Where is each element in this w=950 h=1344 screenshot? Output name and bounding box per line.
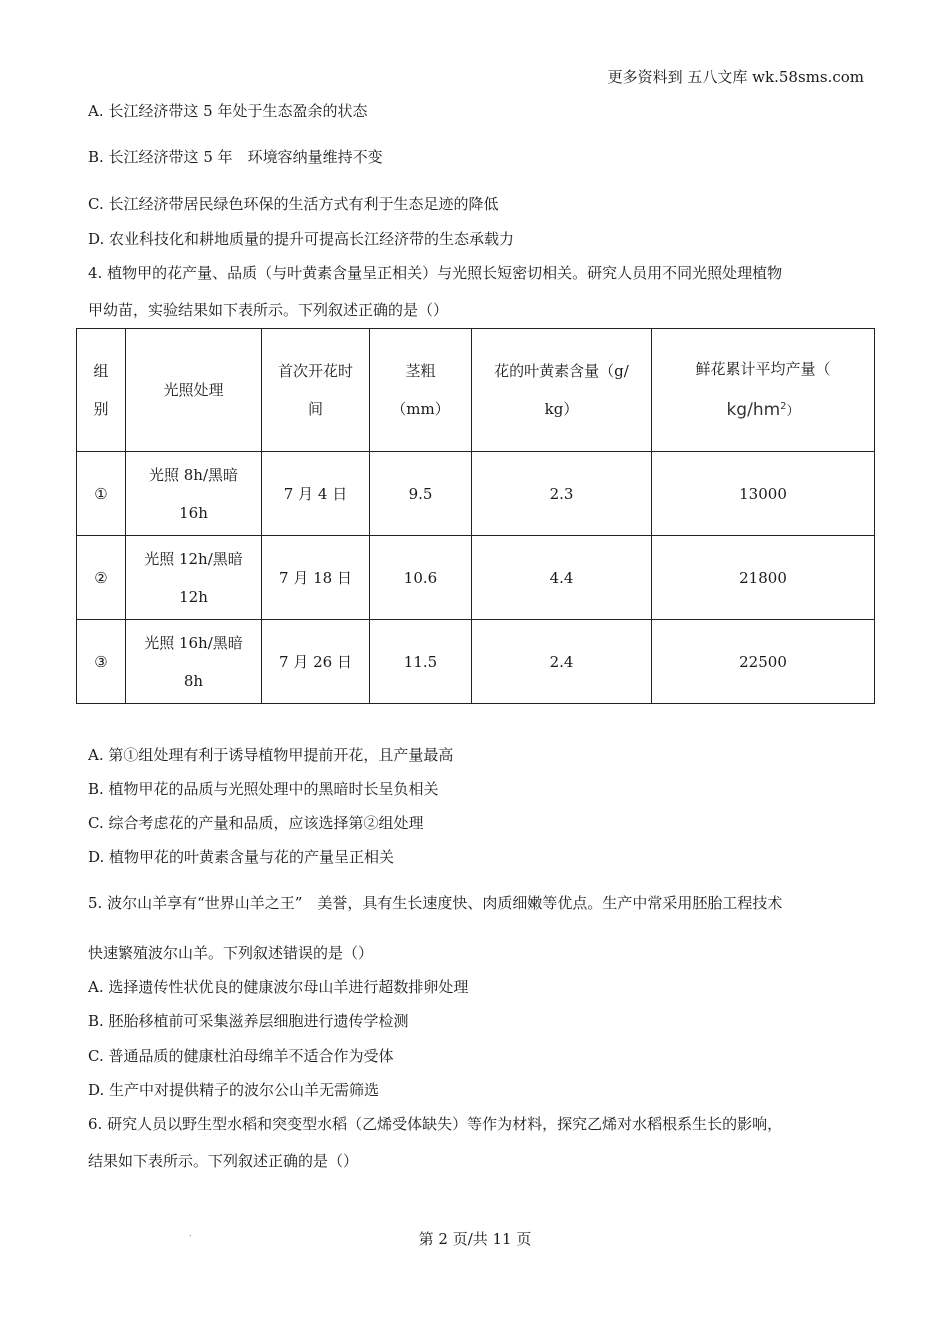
- q4-data-table: [76, 328, 875, 704]
- cell-group: ①: [77, 452, 126, 536]
- page-header-source: 更多资料到 五八文库 wk.58sms.com: [607, 68, 864, 86]
- cell-stem: 10.6: [370, 536, 472, 620]
- header-light-text: 光照处理: [163, 381, 224, 399]
- header-flower-line2: 间: [307, 400, 323, 418]
- header-first-flower: [262, 329, 370, 452]
- header-stem-line2: （mm）: [391, 400, 450, 418]
- header-yield-line1: 鲜花累计平均产量（: [695, 359, 831, 378]
- table-header-row: [77, 329, 875, 452]
- q6-stem-line2: 结果如下表所示。下列叙述正确的是（）: [88, 1152, 359, 1170]
- q4-stem-line2: 甲幼苗，实验结果如下表所示。下列叙述正确的是（）: [88, 301, 449, 319]
- header-lutein-line1: 花的叶黄素含量（g/: [494, 362, 629, 380]
- q5-option-a: A. 选择遗传性状优良的健康波尔母山羊进行超数排卵处理: [88, 978, 469, 996]
- q3-option-b: B. 长江经济带这 5 年 环境容纳量维持不变: [88, 148, 383, 166]
- header-group-line2: 别: [93, 400, 109, 418]
- cell-group: ③: [77, 620, 126, 704]
- q3-option-a: A. 长江经济带这 5 年处于生态盈余的状态: [88, 102, 368, 120]
- cell-stem: 9.5: [370, 452, 472, 536]
- yield-unit-text: kg/hm: [726, 399, 781, 420]
- cell-light-line1: 光照 8h/黑暗: [148, 465, 239, 484]
- header-stem-line1: 茎粗: [405, 362, 436, 380]
- cell-date: 7 月 4 日: [262, 452, 370, 536]
- cell-group: ②: [77, 536, 126, 620]
- cell-light: [126, 620, 262, 704]
- footer-dot: .: [189, 1229, 192, 1238]
- cell-light-line2: 8h: [183, 671, 204, 690]
- cell-light: [126, 536, 262, 620]
- page-footer: 第 2 页/共 11 页: [418, 1230, 532, 1248]
- q4-option-b: B. 植物甲花的品质与光照处理中的黑暗时长呈负相关: [88, 780, 439, 798]
- cell-lutein: 4.4: [472, 536, 652, 620]
- cell-yield: 22500: [652, 620, 875, 704]
- cell-light-line1: 光照 16h/黑暗: [144, 633, 243, 652]
- header-light: [126, 329, 262, 452]
- q3-option-d: D. 农业科技化和耕地质量的提升可提高长江经济带的生态承载力: [88, 230, 515, 248]
- cell-light-line2: 16h: [179, 503, 208, 522]
- header-yield-unit: [656, 388, 870, 431]
- header-stem: [370, 329, 472, 452]
- cell-lutein: 2.3: [472, 452, 652, 536]
- header-group: [77, 329, 126, 452]
- q6-stem-line1: 6. 研究人员以野生型水稻和突变型水稻（乙烯受体缺失）等作为材料，探究乙烯对水稻根系生长的影响，: [88, 1115, 783, 1133]
- cell-date: 7 月 18 日: [262, 536, 370, 620]
- table-row: [77, 620, 875, 704]
- cell-light: [126, 452, 262, 536]
- table-row: [77, 452, 875, 536]
- header-lutein-line2: kg）: [544, 400, 579, 418]
- q3-option-c: C. 长江经济带居民绿色环保的生活方式有利于生态足迹的降低: [88, 195, 499, 213]
- table-row: [77, 536, 875, 620]
- q5-option-b: B. 胚胎移植前可采集滋养层细胞进行遗传学检测: [88, 1012, 409, 1030]
- cell-light-line1: 光照 12h/黑暗: [144, 549, 243, 568]
- q5-option-c: C. 普通品质的健康杜泊母绵羊不适合作为受体: [88, 1047, 394, 1065]
- yield-unit-close: ）: [786, 403, 800, 419]
- cell-date: 7 月 26 日: [262, 620, 370, 704]
- q4-option-c: C. 综合考虑花的产量和品质，应该选择第②组处理: [88, 814, 424, 832]
- header-group-line1: 组: [93, 362, 109, 380]
- cell-stem: 11.5: [370, 620, 472, 704]
- q5-stem-line2: 快速繁殖波尔山羊。下列叙述错误的是（）: [88, 944, 374, 962]
- header-lutein: [472, 329, 652, 452]
- q5-stem-line1: 5. 波尔山羊享有“世界山羊之王” 美誉，具有生长速度快、肉质细嫩等优点。生产中常采用胚胎工程技术: [88, 894, 783, 912]
- yield-unit-sup: 2: [780, 400, 787, 412]
- q4-option-d: D. 植物甲花的叶黄素含量与花的产量呈正相关: [88, 848, 395, 866]
- cell-light-line2: 12h: [179, 587, 208, 606]
- cell-yield: 13000: [652, 452, 875, 536]
- header-yield: [652, 329, 875, 452]
- cell-yield: 21800: [652, 536, 875, 620]
- q4-stem-line1: 4. 植物甲的花产量、品质（与叶黄素含量呈正相关）与光照长短密切相关。研究人员用不同光照处理植物: [88, 264, 783, 282]
- cell-lutein: 2.4: [472, 620, 652, 704]
- q5-option-d: D. 生产中对提供精子的波尔公山羊无需筛选: [88, 1081, 380, 1099]
- header-flower-line1: 首次开花时: [277, 362, 353, 380]
- q4-option-a: A. 第①组处理有利于诱导植物甲提前开花，且产量最高: [88, 746, 454, 764]
